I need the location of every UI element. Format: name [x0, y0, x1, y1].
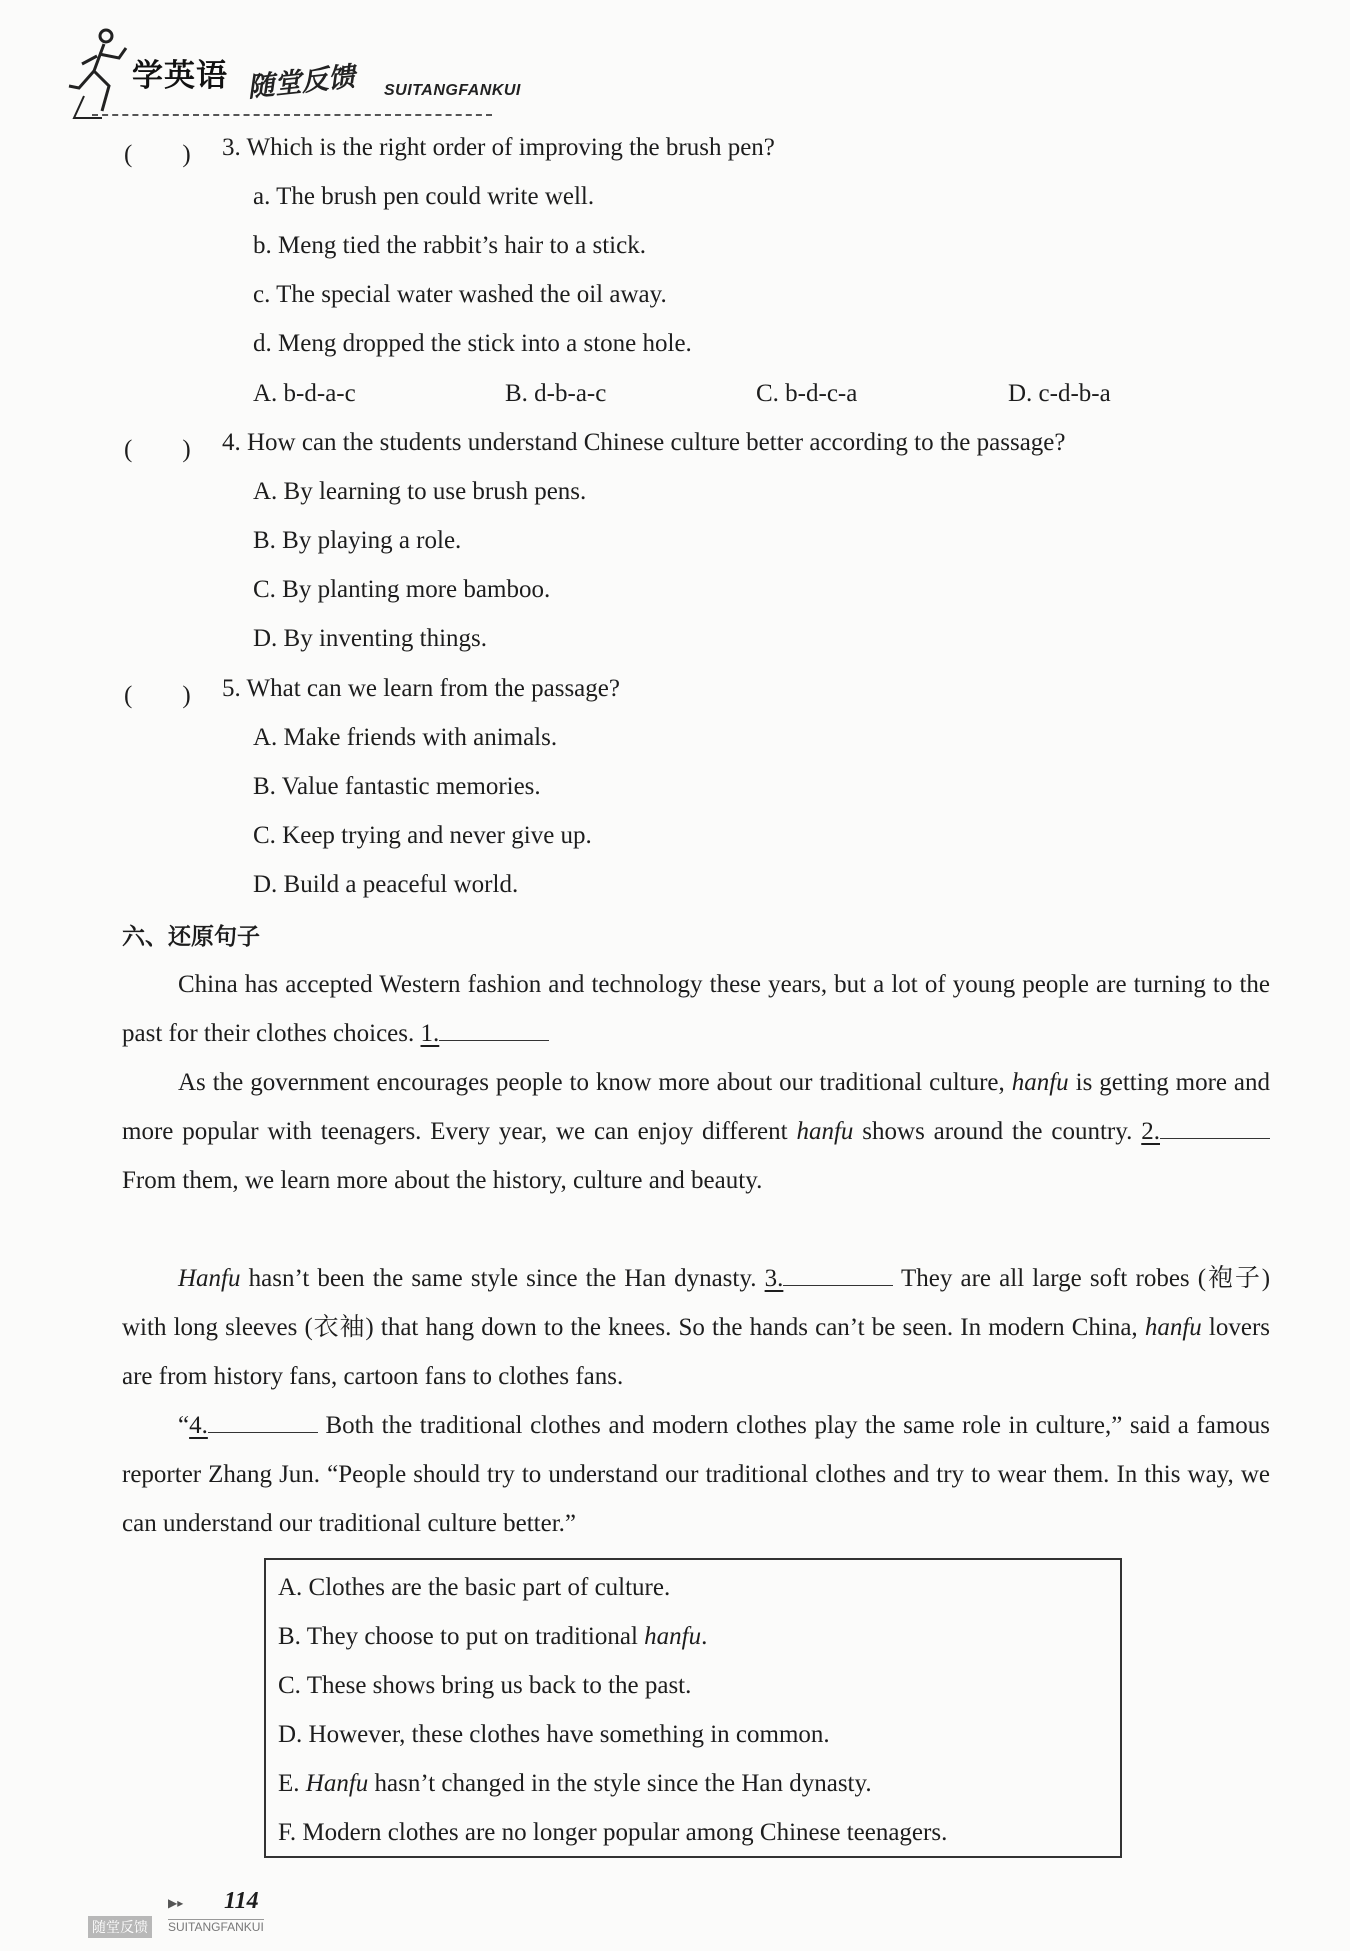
q3-item-a: a. The brush pen could write well. — [253, 183, 595, 210]
box-option-a[interactable]: A. Clothes are the basic part of culture. — [278, 1574, 671, 1601]
header-divider — [92, 114, 492, 116]
box-option-e[interactable]: E. Hanfu hasn’t changed in the style since the Han dynasty. — [278, 1770, 872, 1797]
box-option-d[interactable]: D. However, these clothes have something in common. — [278, 1721, 830, 1748]
q3-item-c: c. The special water washed the oil away. — [253, 281, 667, 308]
q4-option-d[interactable]: D. By inventing things. — [253, 625, 488, 652]
q5-option-a[interactable]: A. Make friends with animals. — [253, 724, 558, 751]
q4-option-a[interactable]: A. By learning to use brush pens. — [253, 478, 587, 505]
question-3-text: 3. Which is the right order of improving the brush pen? — [222, 134, 775, 161]
box-option-c[interactable]: C. These shows bring us back to the past. — [278, 1672, 692, 1699]
page-number: 114 — [224, 1888, 259, 1914]
paragraph-1: China has accepted Western fashion and technology these years, but a lot of young people are turning to the past for their clothes choices. 1. — [122, 960, 1270, 1058]
question-5-text: 5. What can we learn from the passage? — [222, 675, 620, 702]
paragraph-3: Hanfu hasn’t been the same style since the Han dynasty. 3. They are all large soft robes (袍子) with long sleeves (衣袖) that hang down to the knees. So the hands can’t be seen. In modern China, hanfu lovers are from history fans, cartoon fans to clothes fans. — [122, 1254, 1270, 1401]
brand-subtitle: 随堂反馈 — [245, 61, 357, 104]
answer-paren-3[interactable]: ( ) — [124, 141, 191, 168]
blank-4[interactable]: 4. — [189, 1401, 318, 1450]
answer-paren-4[interactable]: ( ) — [124, 436, 191, 463]
section-title: 六、还原句子 — [122, 924, 260, 950]
q5-option-c[interactable]: C. Keep trying and never give up. — [253, 822, 592, 849]
q3-option-a[interactable]: A. b-d-a-c — [253, 380, 356, 407]
brand-english: SUITANGFANKUI — [384, 82, 521, 99]
q3-item-b: b. Meng tied the rabbit’s hair to a stick. — [253, 232, 646, 259]
runner-icon — [64, 26, 134, 121]
footer-tag: 随堂反馈 — [88, 1916, 152, 1938]
blank-3[interactable]: 3. — [765, 1254, 894, 1303]
sentence-options-box — [264, 1558, 1122, 1858]
q3-option-b[interactable]: B. d-b-a-c — [505, 380, 607, 407]
q5-option-b[interactable]: B. Value fantastic memories. — [253, 773, 541, 800]
box-option-b[interactable]: B. They choose to put on traditional hanfu. — [278, 1623, 708, 1650]
page-header — [62, 22, 582, 127]
question-4-text: 4. How can the students understand Chinese culture better according to the passage? — [222, 429, 1066, 456]
q4-option-b[interactable]: B. By playing a role. — [253, 527, 462, 554]
brand-title: 学英语 — [132, 58, 228, 94]
arrow-icon: ▶▸ — [168, 1896, 184, 1910]
blank-2[interactable]: 2. — [1141, 1107, 1270, 1156]
page-footer — [84, 1888, 314, 1938]
q3-item-d: d. Meng dropped the stick into a stone hole. — [253, 330, 692, 357]
answer-paren-5[interactable]: ( ) — [124, 682, 191, 709]
footer-tag-english: SUITANGFANKUI — [168, 1920, 264, 1934]
blank-1[interactable]: 1. — [421, 1009, 550, 1058]
paragraph-2: As the government encourages people to know more about our traditional culture, hanfu is getting more and more popular with teenagers. Every year, we can enjoy different hanfu shows around the country. 2. From them, we learn more about the history, culture and beauty. — [122, 1069, 1271, 1194]
q3-option-d[interactable]: D. c-d-b-a — [1008, 380, 1111, 407]
box-option-f[interactable]: F. Modern clothes are no longer popular among Chinese teenagers. — [278, 1819, 948, 1846]
q3-option-c[interactable]: C. b-d-c-a — [756, 380, 858, 407]
q4-option-c[interactable]: C. By planting more bamboo. — [253, 576, 551, 603]
q5-option-d[interactable]: D. Build a peaceful world. — [253, 871, 519, 898]
paragraph-4: “4. Both the traditional clothes and modern clothes play the same role in culture,” said a famous reporter Zhang Jun. “People should try to understand our traditional clothes and try to wear them. In this way, we can understand our traditional culture better.” — [122, 1401, 1270, 1548]
